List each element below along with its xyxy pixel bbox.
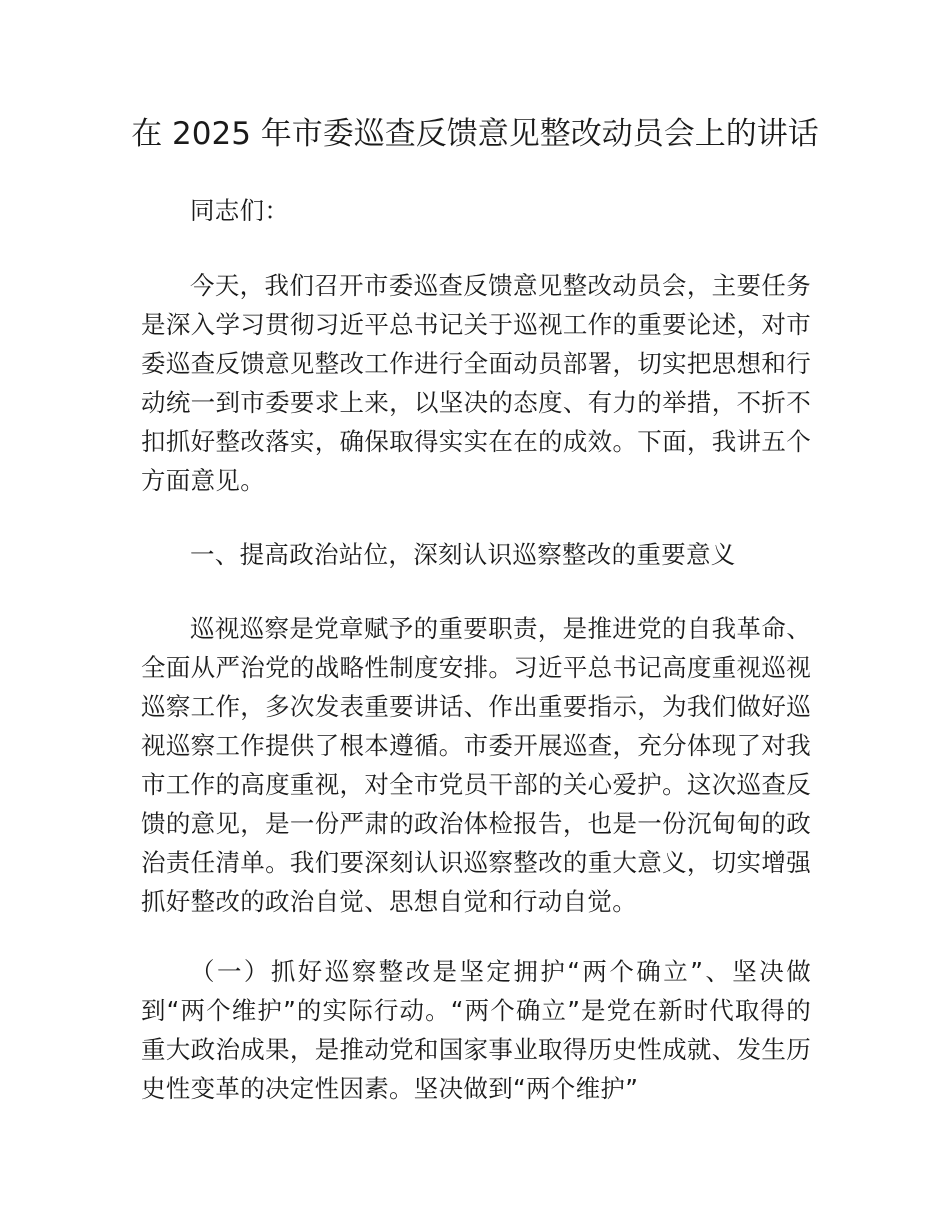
section-1-body-paragraph: 巡视巡察是党章赋予的重要职责，是推进党的自我革命、全面从严治党的战略性制度安排。习近平总书记高度重视巡视巡察工作，多次发表重要讲话、作出重要指示，为我们做好巡视巡察工作提供了根本遵循。市委开展巡查，充分体现了对我市工作的高度重视，对全市党员干部的关心爱护。这次巡查反馈的意见，是一份严肃的政治体检报告，也是一份沉甸甸的政治责任清单。我们要深刻认识巡察整改的重大意义，切实增强抓好整改的政治自觉、思想自觉和行动自觉。	[141, 614, 811, 916]
greeting-paragraph: 同志们：	[190, 196, 290, 225]
section-heading-1: 一、提高政治站位，深刻认识巡察整改的重要意义	[190, 540, 736, 569]
subsection-1-paragraph: （一）抓好巡察整改是坚定拥护“两个确立”、坚决做到“两个维护”的实际行动。“两个确立”是党在新时代取得的重大政治成果，是推动党和国家事业取得历史性成就、发生历史性变革的决定性因素。坚决做到“两个维护”	[141, 957, 811, 1103]
document-title: 在 2025 年市委巡查反馈意见整改动员会上的讲话	[131, 116, 819, 152]
intro-paragraph: 今天，我们召开市委巡查反馈意见整改动员会，主要任务是深入学习贯彻习近平总书记关于巡视工作的重要论述，对市委巡查反馈意见整改工作进行全面动员部署，切实把思想和行动统一到市委要求上来，以坚决的态度、有力的举措，不折不扣抓好整改落实，确保取得实实在在的成效。下面，我讲五个方面意见。	[141, 271, 811, 495]
